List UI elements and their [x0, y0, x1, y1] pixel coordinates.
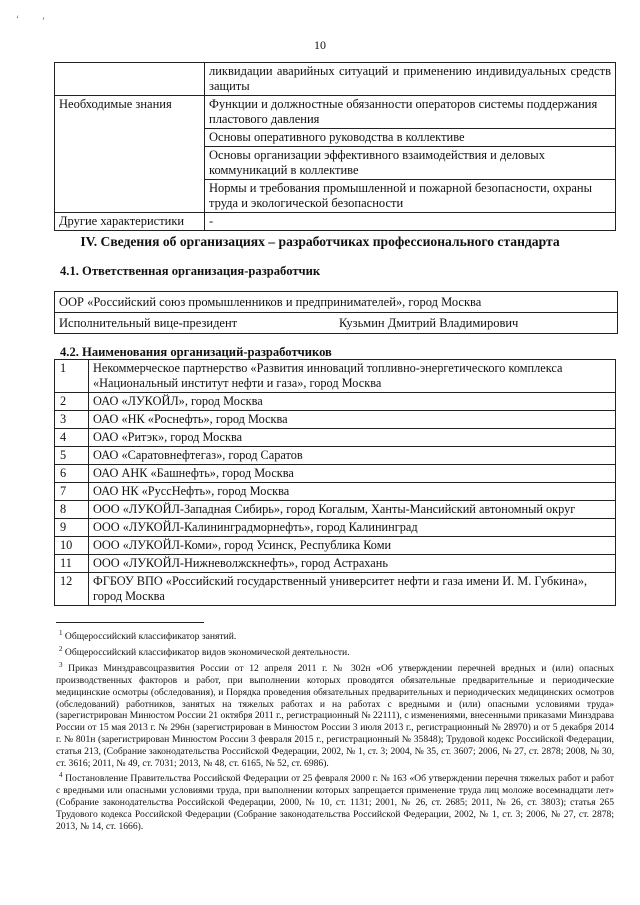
row-number: 10 — [55, 537, 89, 555]
table-row — [55, 63, 616, 96]
knowledge-label: Необходимые знания — [55, 96, 205, 213]
section-title: IV. Сведения об организациях – разработчиках профессионального стандарта — [80, 234, 560, 249]
org-name: ОАО АНК «Башнефть», город Москва — [89, 465, 616, 483]
table-row — [55, 465, 616, 483]
other-label: Другие характеристики — [55, 213, 205, 231]
developers-heading: 4.2. Наименования организаций-разработчиков — [60, 345, 332, 359]
table-row — [55, 213, 616, 231]
knowledge-item — [205, 129, 616, 147]
row-number: 11 — [55, 555, 89, 573]
org-person: Кузьмин Дмитрий Владимирович — [339, 316, 519, 330]
cell-text: Функции и должностные обязанности операторов системы поддержания пластового давления — [209, 97, 598, 126]
footnote — [56, 660, 614, 769]
table-row — [55, 393, 616, 411]
table-cell — [55, 63, 205, 96]
org-name: Некоммерческое партнерство «Развития инноваций топливно-энергетического комплекса «Национальный институт нефти и газа», город Москва — [89, 360, 616, 393]
table-row — [55, 519, 616, 537]
table-row — [55, 96, 616, 129]
row-number: 12 — [55, 573, 89, 606]
table-row — [55, 360, 616, 393]
knowledge-item — [205, 147, 616, 180]
row-number: 2 — [55, 393, 89, 411]
org-head-row — [55, 313, 617, 333]
cell-text: Основы оперативного руководства в коллективе — [209, 130, 465, 144]
org-name-row — [55, 292, 617, 313]
responsible-org-box — [54, 291, 618, 334]
footnote-mark: 2 — [59, 644, 63, 653]
row-number: 9 — [55, 519, 89, 537]
table-row — [55, 537, 616, 555]
footnote — [56, 628, 614, 643]
developers-table — [54, 359, 616, 606]
footnote-mark: 4 — [59, 771, 63, 780]
org-name: ФГБОУ ВПО «Российский государственный университет нефти и газа имени И. М. Губкина», город Москва — [89, 573, 616, 606]
page-number: 10 — [314, 38, 326, 52]
org-name: ООО «ЛУКОЙЛ-Калининградморнефть», город Калининград — [89, 519, 616, 537]
table-row — [55, 501, 616, 519]
cell-text: Основы организации эффективного взаимодействия и деловых коммуникаций в коллективе — [209, 148, 545, 177]
table-row — [55, 411, 616, 429]
org-name: ОАО НК «РуссНефть», город Москва — [89, 483, 616, 501]
row-number: 4 — [55, 429, 89, 447]
cell-text: ликвидации аварийных ситуаций и применению индивидуальных средств защиты — [209, 64, 611, 93]
row-number: 7 — [55, 483, 89, 501]
table-row — [55, 429, 616, 447]
knowledge-item — [205, 180, 616, 213]
table-row — [55, 483, 616, 501]
footnote-text: Общероссийский классификатор видов экономической деятельности. — [64, 647, 350, 659]
scan-mark: ’ — [42, 16, 45, 26]
footnote — [56, 644, 614, 659]
continuation-text — [205, 63, 616, 96]
org-name: ОАО «НК «Роснефть», город Москва — [89, 411, 616, 429]
footnote-mark: 3 — [59, 660, 63, 669]
knowledge-item — [205, 96, 616, 129]
table-row — [55, 447, 616, 465]
footnote-text: Общероссийский классификатор занятий. — [64, 631, 237, 643]
row-number: 8 — [55, 501, 89, 519]
org-name: ООО «ЛУКОЙЛ-Коми», город Усинск, Республика Коми — [89, 537, 616, 555]
skills-table — [54, 62, 616, 231]
org-name: ООР «Российский союз промышленников и предпринимателей», город Москва — [59, 295, 482, 309]
footnote-divider — [56, 622, 204, 623]
cell-text: Нормы и требования промышленной и пожарной безопасности, охраны труда и экологической безопасности — [209, 181, 592, 210]
table-row — [55, 573, 616, 606]
org-name: ООО «ЛУКОЙЛ-Нижневолжскнефть», город Астрахань — [89, 555, 616, 573]
org-name: ОАО «Саратовнефтегаз», город Саратов — [89, 447, 616, 465]
responsible-org-heading: 4.1. Ответственная организация-разработчик — [60, 264, 321, 278]
org-name: ОАО «Ритэк», город Москва — [89, 429, 616, 447]
footnotes — [56, 628, 614, 834]
org-name: ООО «ЛУКОЙЛ-Западная Сибирь», город Когалым, Ханты-Мансийский автономный округ — [89, 501, 616, 519]
org-name: ОАО «ЛУКОЙЛ», город Москва — [89, 393, 616, 411]
table-row — [55, 555, 616, 573]
org-position: Исполнительный вице-президент — [59, 316, 238, 330]
row-number: 3 — [55, 411, 89, 429]
footnote-mark: 1 — [59, 629, 63, 637]
row-number: 6 — [55, 465, 89, 483]
footnote-text: Приказ Минздравсоцразвития России от 12 апреля 2011 г. № 302н «Об утверждении перечней вредных и (или) опасных производственных факторов и работ, при выполнении которых проводятся обязательные предварительные и периодические медицинские осмотры (обследования), и Порядка проведения обязательных предварительных и периодических медицинских осмотров (обследований) работников, занятых на тяжелых работах и на работах с вредными и (или) опасными условиями труда» (зарегистрирован Минюстом России 21 октября 2011 г., регистрационный № 22111), с изменениями, внесенными приказами Минздрава России от 15 мая 2013 г. № 296н (зарегистрирован в Минюстом России 3 июля 2013 г., регистрационный № 28970) и от 5 декабря 2014 г. № 801н (зарегистрирован Минюстом России 3 февраля 2015 г., регистрационный № 35848); Трудовой кодекс Российской Федерации, статья 213, (Собрание законодательства Российской Федерации, 2002, № 1, ст. 3; 2004, № 35, ст. 3607; 2006, № 27, ст. 2878; 2008, № 30, ст. 3616; 2011, № 49, ст. 7031; 2013, № 48, ст. 6165, № 52, ст. 6986). — [56, 663, 614, 769]
row-number: 5 — [55, 447, 89, 465]
footnote — [56, 770, 614, 832]
footnote-text: Постановление Правительства Российской Федерации от 25 февраля 2000 г. № 163 «Об утверждении перечня тяжелых работ и работ с вредными или опасными условиями труда, при выполнении которых запрещается применение труда лиц моложе восемнадцати лет» (Собрание законодательства Российской Федерации, 2000, № 10, ст. 1131; 2001, № 26, ст. 2685; 2011, № 26, ст. 3803); статья 265 Трудового кодекса Российской Федерации (Собрание законодательства Российской Федерации, 2002, № 1, ст. 3; 2006, № 27, ст. 2878; 2013, № 14, ст. 1666). — [56, 773, 614, 832]
row-number: 1 — [55, 360, 89, 393]
other-value: - — [205, 213, 616, 231]
scan-mark: ʻ — [16, 14, 19, 24]
